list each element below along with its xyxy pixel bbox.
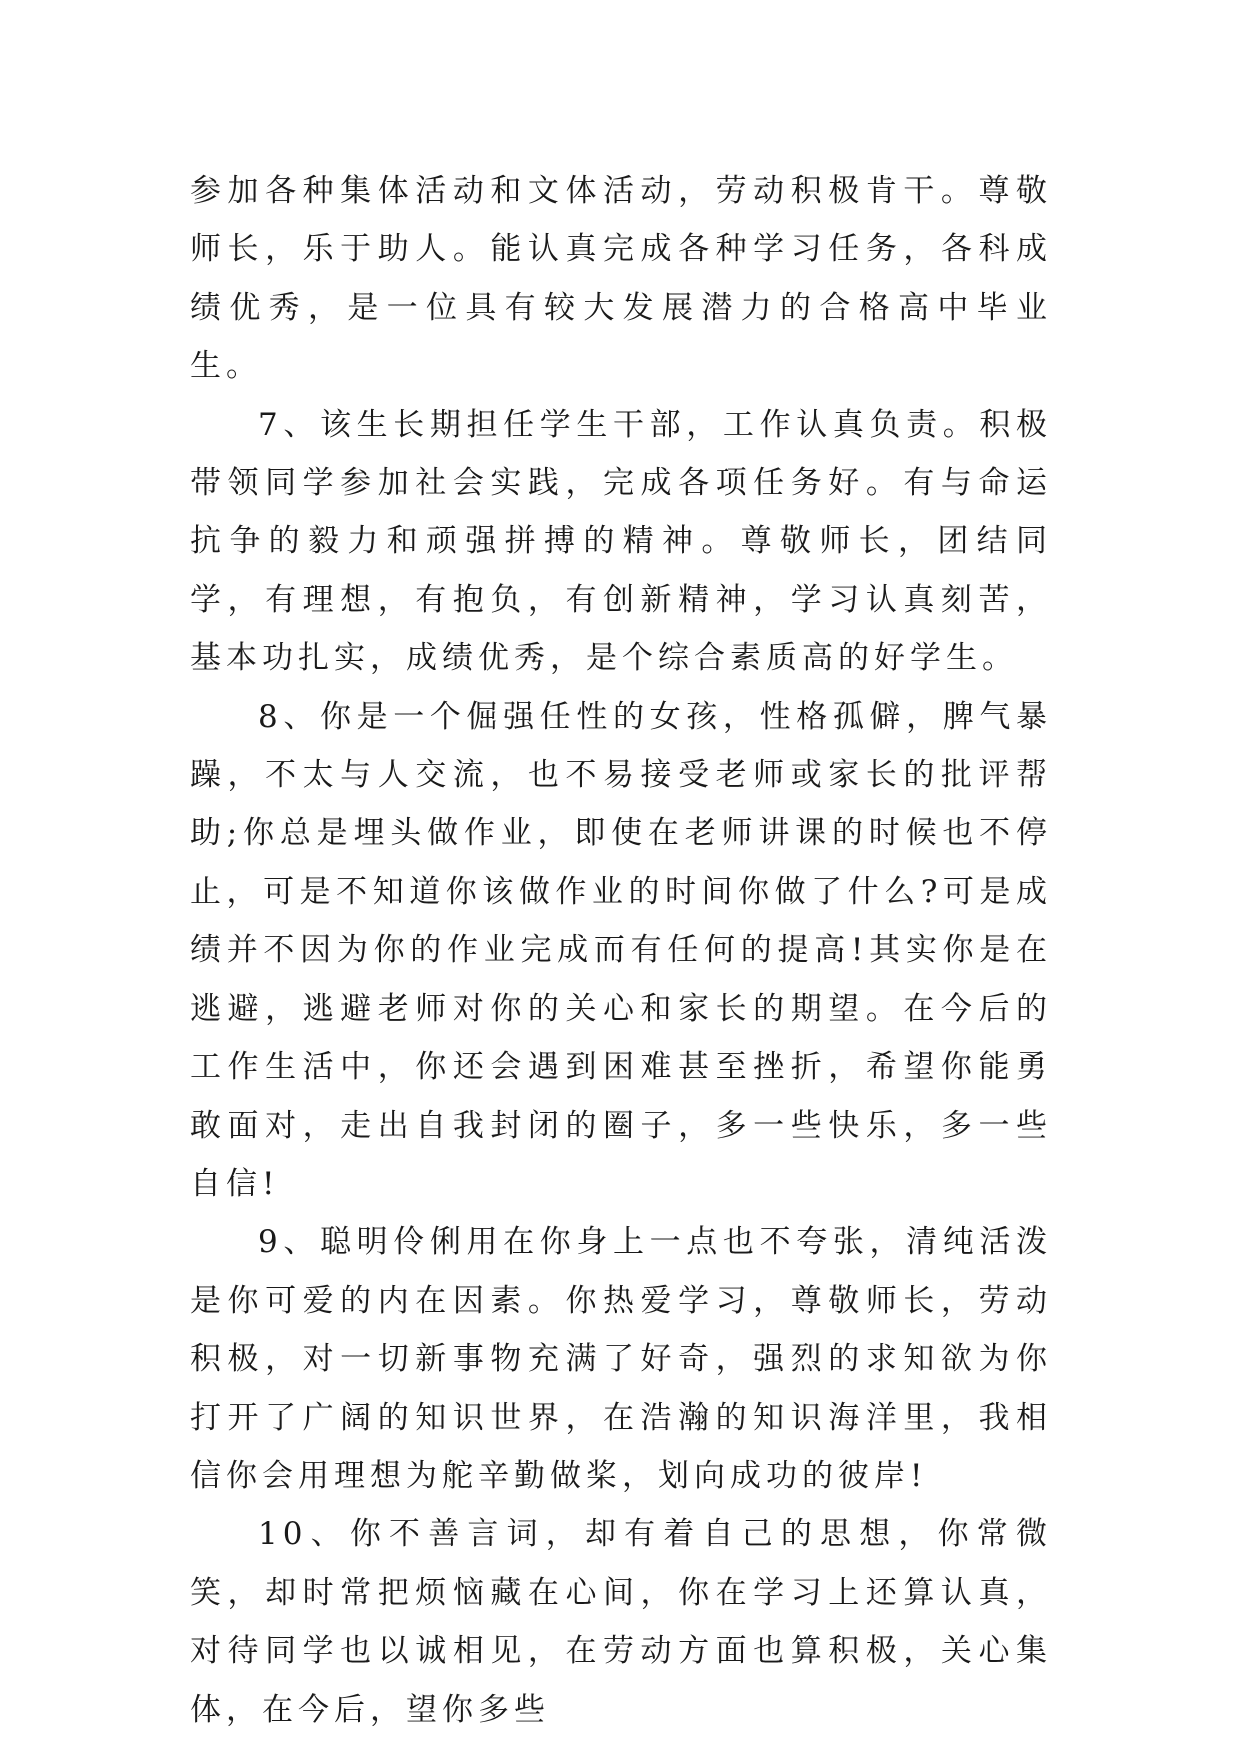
paragraph-continuation: 参加各种集体活动和文体活动，劳动积极肯干。尊敬师长，乐于助人。能认真完成各种学习任务，各科成绩优秀，是一位具有较大发展潜力的合格高中毕业生。 bbox=[190, 173, 1052, 385]
paragraph-comment-10: 10、你不善言词，却有着自己的思想，你常微笑，却时常把烦恼藏在心间，你在学习上还算认真，对待同学也以诚相见，在劳动方面也算积极，关心集体，在今后，望你多些 bbox=[190, 1516, 1052, 1728]
paragraph-comment-8: 8、你是一个倔强任性的女孩，性格孤僻，脾气暴躁，不太与人交流，也不易接受老师或家长的批评帮助;你总是埋头做作业，即使在老师讲课的时候也不停止，可是不知道你该做作业的时间你做了什么?可是成绩并不因为你的作业完成而有任何的提高!其实你是在逃避，逃避老师对你的关心和家长的期望。在今后的工作生活中，你还会遇到困难甚至挫折，希望你能勇敢面对，走出自我封闭的圈子，多一些快乐，多一些自信! bbox=[190, 698, 1052, 1202]
document-body bbox=[190, 162, 1052, 1739]
paragraph-comment-7: 7、该生长期担任学生干部，工作认真负责。积极带领同学参加社会实践，完成各项任务好。有与命运抗争的毅力和顽强拼搏的精神。尊敬师长，团结同学，有理想，有抱负，有创新精神，学习认真刻苦，基本功扎实，成绩优秀，是个综合素质高的好学生。 bbox=[190, 406, 1052, 677]
paragraph-comment-9: 9、聪明伶俐用在你身上一点也不夸张，清纯活泼是你可爱的内在因素。你热爱学习，尊敬师长，劳动积极，对一切新事物充满了好奇，强烈的求知欲为你打开了广阔的知识世界，在浩瀚的知识海洋里，我相信你会用理想为舵辛勤做桨，划向成功的彼岸! bbox=[190, 1224, 1052, 1494]
